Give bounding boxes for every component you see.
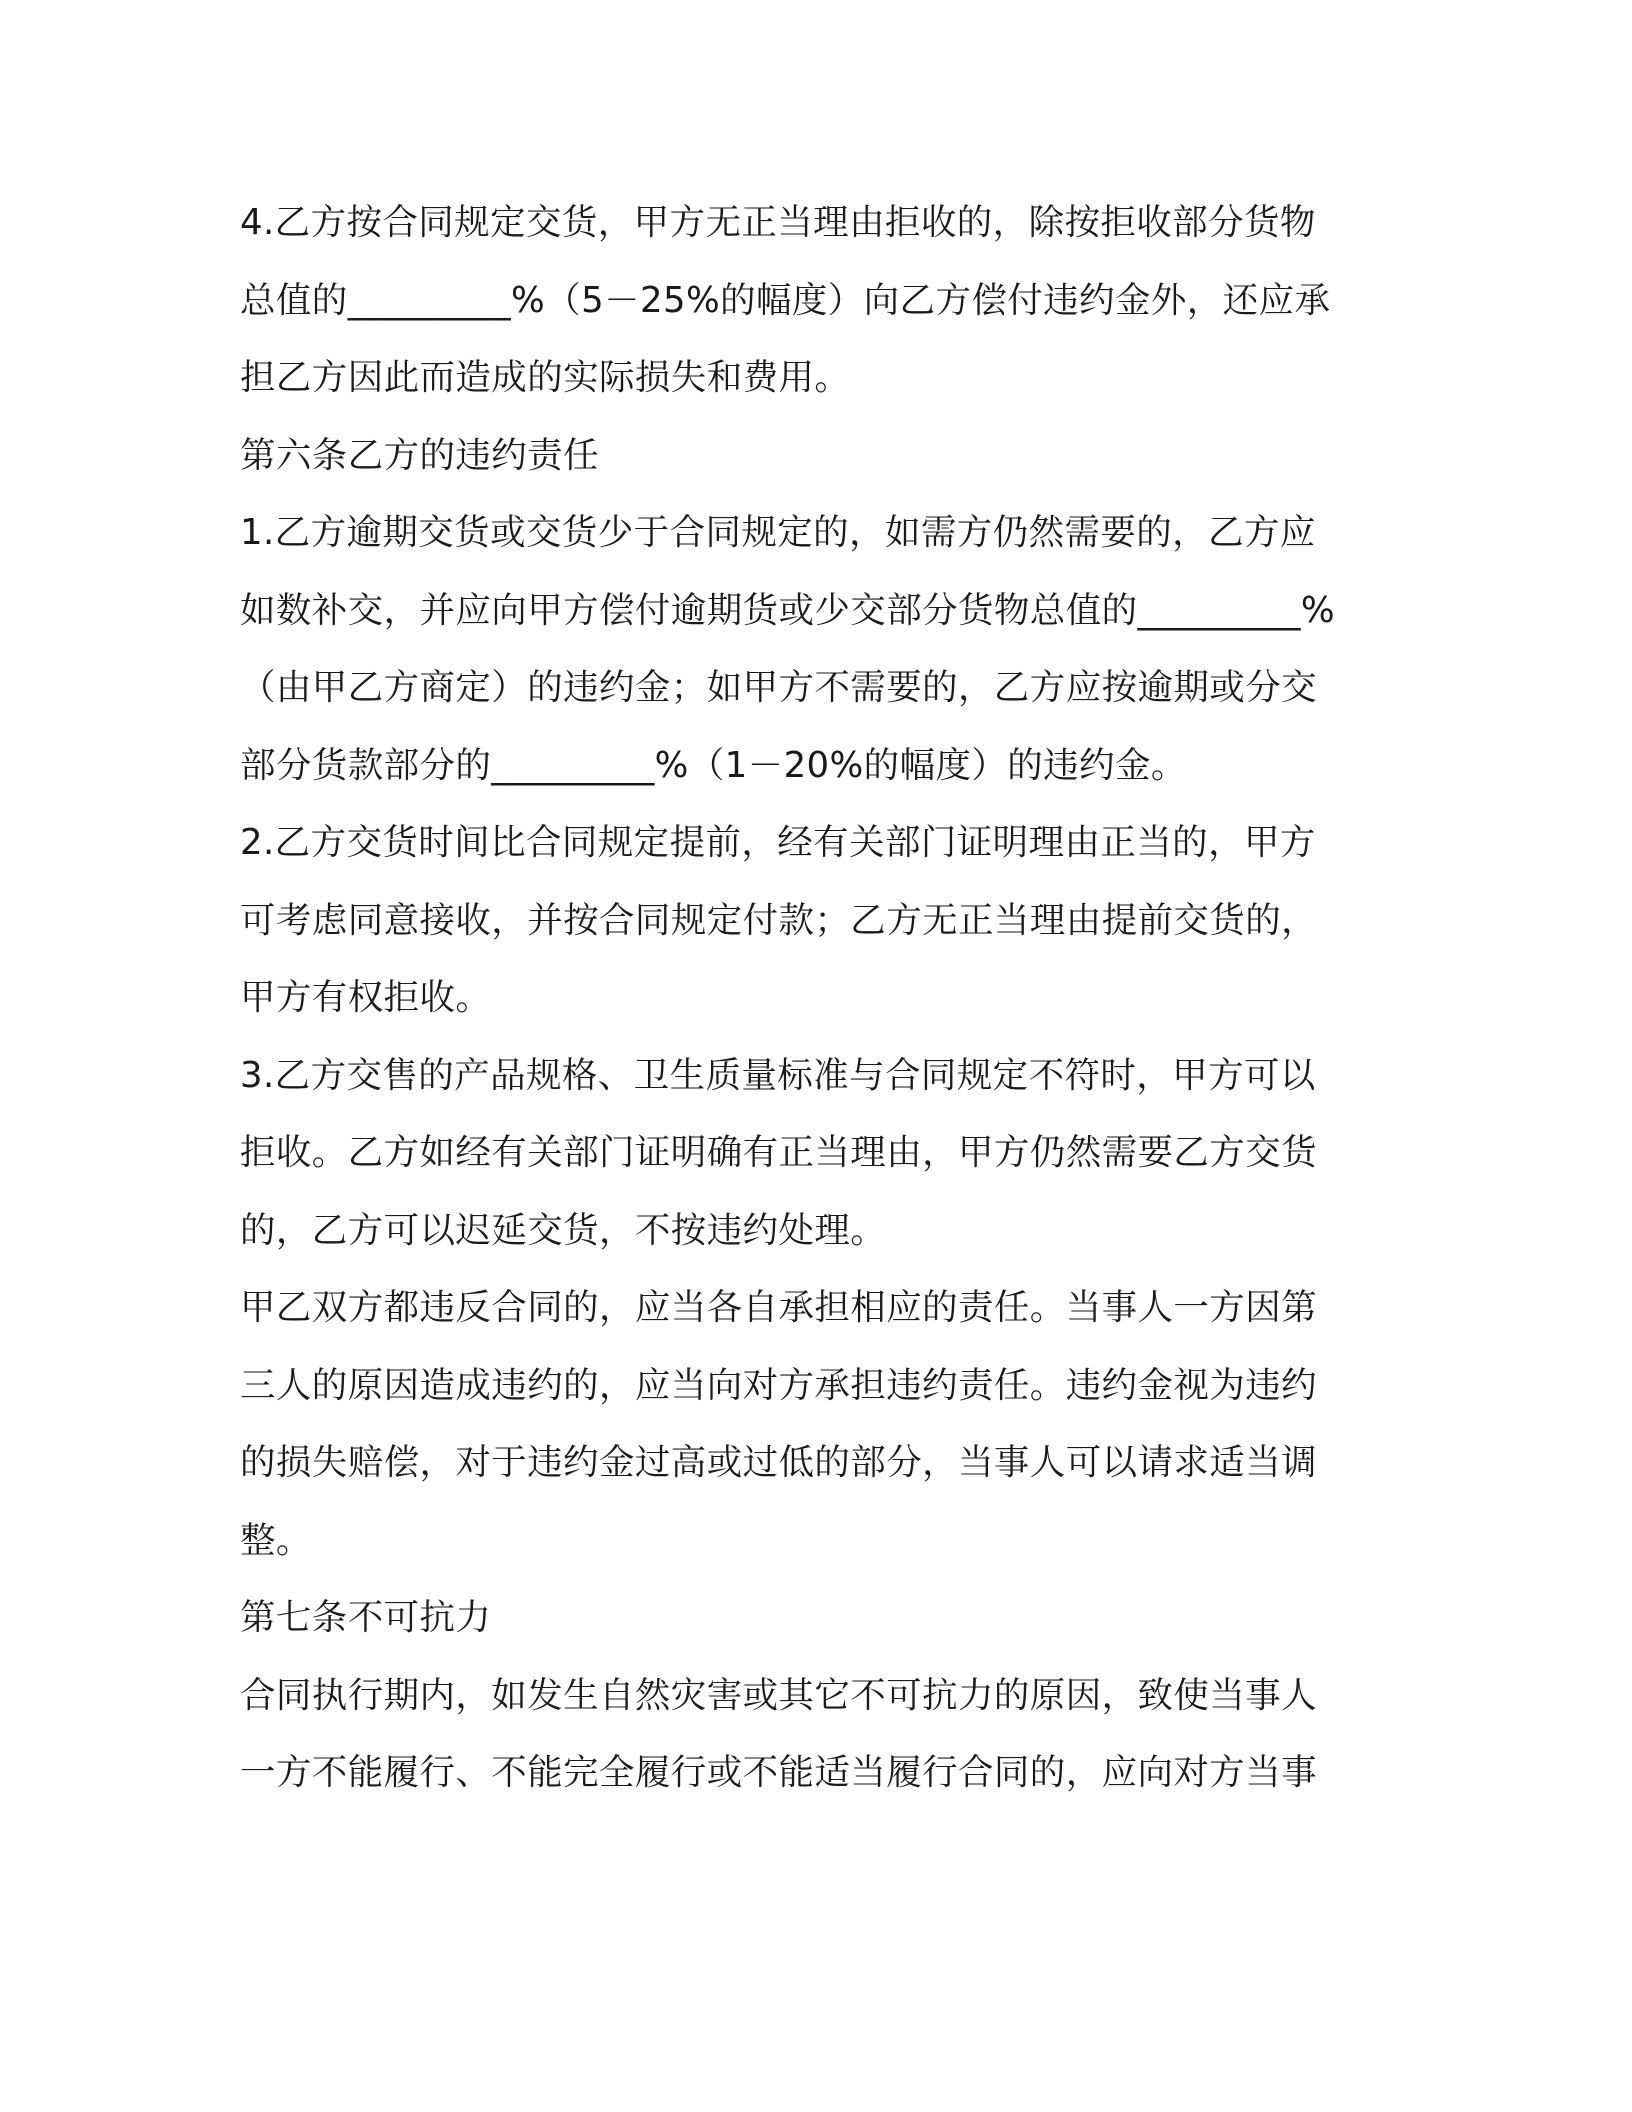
text-line: 的，乙方可以迟延交货，不按违约处理。	[240, 1209, 887, 1251]
text-line: 3.乙方交售的产品规格、卫生质量标准与合同规定不符时，甲方可以	[240, 1054, 1316, 1096]
text-line: 总值的_________%（5－25%的幅度）向乙方偿付违约金外，还应承	[240, 279, 1331, 321]
text-line: 可考虑同意接收，并按合同规定付款；乙方无正当理由提前交货的，	[240, 899, 1318, 941]
text-line: 甲乙双方都违反合同的，应当各自承担相应的责任。当事人一方因第	[240, 1287, 1318, 1328]
text-line: 担乙方因此而造成的实际损失和费用。	[240, 357, 851, 398]
text-line: 整。	[240, 1519, 312, 1561]
document-body	[240, 184, 1420, 1812]
text-line: 4.乙方按合同规定交货，甲方无正当理由拒收的，除按拒收部分货物	[240, 202, 1316, 243]
text-line: 三人的原因造成违约的，应当向对方承担违约责任。违约金视为违约	[240, 1364, 1318, 1406]
text-line: 如数补交，并应向甲方偿付逾期货或少交部分货物总值的_________%	[240, 589, 1335, 631]
text-line: （由甲乙方商定）的违约金；如甲方不需要的，乙方应按逾期或分交	[240, 667, 1318, 708]
text-line: 1.乙方逾期交货或交货少于合同规定的，如需方仍然需要的，乙方应	[240, 512, 1316, 553]
text-line: 的损失赔偿，对于违约金过高或过低的部分，当事人可以请求适当调	[240, 1442, 1318, 1483]
text-line: 2.乙方交货时间比合同规定提前，经有关部门证明理由正当的，甲方	[240, 822, 1316, 863]
section-heading: 第六条乙方的违约责任	[240, 434, 600, 476]
text-line: 甲方有权拒收。	[240, 977, 492, 1018]
text-line: 合同执行期内，如发生自然灾害或其它不可抗力的原因，致使当事人	[240, 1674, 1318, 1716]
text-line: 一方不能履行、不能完全履行或不能适当履行合同的，应向对方当事	[240, 1752, 1318, 1793]
text-line: 部分货款部分的_________%（1－20%的幅度）的违约金。	[240, 744, 1187, 786]
text-line: 拒收。乙方如经有关部门证明确有正当理由，甲方仍然需要乙方交货	[240, 1132, 1318, 1173]
section-heading: 第七条不可抗力	[240, 1597, 492, 1638]
